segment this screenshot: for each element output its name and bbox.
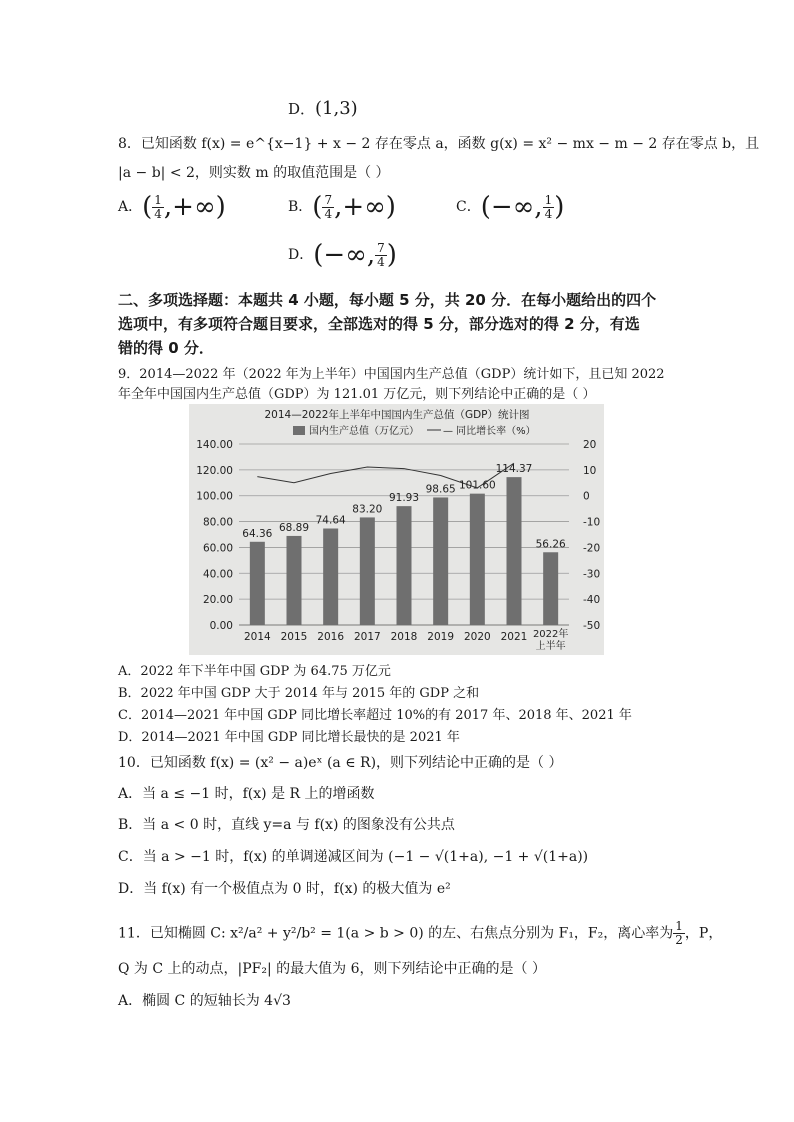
y-left-tick-label: 0.00 xyxy=(209,620,233,632)
option-right: ) xyxy=(386,240,397,270)
q8-option-a xyxy=(118,192,226,222)
gdp-bar xyxy=(397,506,412,625)
q8-stem-line2: |a − b| < 2，则实数 m 的取值范围是（ ） xyxy=(118,165,390,181)
bar-value-label: 56.26 xyxy=(535,538,566,551)
option-fraction: $\frac{7}{4}$ xyxy=(324,192,333,221)
section2-line1: 二、多项选择题：本题共 4 小题，每小题 5 分，共 20 分．在每小题给出的四个 xyxy=(118,291,657,309)
bar-value-label: 64.36 xyxy=(242,527,273,540)
option-label: B． xyxy=(288,199,313,215)
option-left: ( xyxy=(142,192,153,222)
x-tick-label: 2022年 xyxy=(532,629,569,640)
y-left-tick-label: 80.00 xyxy=(202,516,233,529)
q10-option-c: C．当 a > −1 时，f(x) 的单调递减区间为 (−1 − √(1+a), −1 + √(1+a)) xyxy=(118,849,589,865)
chart-title: 2014—2022年上半年中国国内生产总值（GDP）统计图 xyxy=(264,409,530,421)
x-tick-label: 2017 xyxy=(353,631,381,643)
gdp-bar xyxy=(470,494,485,625)
x-tick-label: 2018 xyxy=(390,631,418,643)
y-right-tick-label: 20 xyxy=(583,439,597,451)
option-right: ,+∞) xyxy=(163,192,226,222)
q9-option-a: A．2022 年下半年中国 GDP 为 64.75 万亿元 xyxy=(118,664,391,679)
q9-option-d: D．2014—2021 年中国 GDP 同比增长最快的是 2021 年 xyxy=(118,730,460,745)
bar-value-label: 101.60 xyxy=(458,479,496,492)
y-right-tick-label: -10 xyxy=(583,516,601,529)
q9-option-c: C．2014—2021 年中国 GDP 同比增长率超过 10%的有 2017 年、2018 年、2021 年 xyxy=(118,708,632,723)
option-label: C． xyxy=(456,199,481,215)
option-left: (−∞, xyxy=(313,240,376,270)
x-tick-label: 2019 xyxy=(427,631,455,643)
y-right-tick-label: -50 xyxy=(583,620,601,632)
x-tick-label: 上半年 xyxy=(535,641,566,652)
q10-option-a: A．当 a ≤ −1 时，f(x) 是 R 上的增函数 xyxy=(118,786,375,802)
gdp-bar xyxy=(287,536,302,625)
gdp-bar xyxy=(507,477,522,625)
y-right-tick-label: 10 xyxy=(583,464,597,477)
q8-stem-line1: 8．已知函数 f(x) = e^{x−1} + x − 2 存在零点 a，函数 g(x) = x² − mx − m − 2 存在零点 b，且 xyxy=(118,136,760,152)
q9-stem-line2: 年全年中国国内生产总值（GDP）为 121.01 万亿元，则下列结论中正确的是（ ） xyxy=(118,387,596,402)
q11-stem-suffix: ，P， xyxy=(684,925,723,942)
option-right: ) xyxy=(554,192,565,222)
x-tick-label: 2021 xyxy=(500,631,528,643)
bar-value-label: 114.37 xyxy=(495,463,533,476)
bar-value-label: 68.89 xyxy=(278,521,310,534)
y-left-tick-label: 120.00 xyxy=(196,464,233,477)
gdp-chart-svg xyxy=(189,404,604,655)
q8-option-b xyxy=(288,192,396,222)
q11-option-a: A．椭圆 C 的短轴长为 4√3 xyxy=(118,993,291,1009)
option-label: A． xyxy=(118,199,143,215)
y-right-tick-label: -20 xyxy=(583,542,601,555)
y-left-tick-label: 100.00 xyxy=(196,490,233,503)
y-left-tick-label: 20.00 xyxy=(202,594,233,607)
y-right-tick-label: -30 xyxy=(583,568,601,581)
q9-option-b: B．2022 年中国 GDP 大于 2014 年与 2015 年的 GDP 之和 xyxy=(118,686,480,701)
legend-line-label: — 同比增长率（%） xyxy=(443,426,536,437)
q11-stem-line1 xyxy=(118,920,722,947)
x-tick-label: 2020 xyxy=(463,631,491,643)
gdp-bar xyxy=(360,517,375,625)
x-tick-label: 2016 xyxy=(317,631,345,643)
gdp-bar xyxy=(433,497,448,625)
q10-stem: 10．已知函数 f(x) = (x² − a)eˣ (a ∈ R)，则下列结论中正确的是（ ） xyxy=(118,755,563,771)
bar-value-label: 83.20 xyxy=(352,503,383,516)
q11-stem-prefix: 11．已知椭圆 C: x²/a² + y²/b² = 1(a > b > 0) 的左、右焦点分别为 F₁，F₂，离心率为 xyxy=(118,925,674,942)
q9-stem-line1: 9．2014—2022 年（2022 年为上半年）中国国内生产总值（GDP）统计如下，且已知 2022 xyxy=(118,367,665,382)
y-left-tick-label: 60.00 xyxy=(202,542,233,555)
option-right: ,+∞) xyxy=(334,192,396,222)
y-left-tick-label: 140.00 xyxy=(196,439,233,451)
option-label: D． xyxy=(288,247,314,263)
q7-option-d xyxy=(288,98,358,119)
gdp-bar xyxy=(543,552,558,625)
bar-value-label: 74.64 xyxy=(315,514,346,527)
y-right-tick-label: 0 xyxy=(583,490,590,503)
q8-option-c xyxy=(456,192,564,222)
gdp-bar xyxy=(250,542,265,625)
x-tick-label: 2014 xyxy=(243,631,271,643)
option-fraction: $\frac{1}{4}$ xyxy=(544,192,553,221)
gdp-bar xyxy=(323,529,338,625)
option-fraction: $\frac{1}{4}$ xyxy=(154,192,162,221)
q8-option-d xyxy=(288,240,397,270)
gdp-chart xyxy=(189,404,604,655)
legend-bar-swatch xyxy=(293,426,305,435)
y-right-tick-label: -40 xyxy=(583,594,601,607)
section2-line3: 错的得 0 分． xyxy=(118,339,214,357)
q11-stem-line2: Q 为 C 上的动点，|PF₂| 的最大值为 6，则下列结论中正确的是（ ） xyxy=(118,961,546,977)
option-left: (−∞, xyxy=(480,192,543,222)
x-tick-label: 2015 xyxy=(280,631,308,643)
bar-value-label: 91.93 xyxy=(388,492,420,505)
q10-option-d: D．当 f(x) 有一个极值点为 0 时，f(x) 的极大值为 e² xyxy=(118,881,451,897)
legend-bar-label: 国内生产总值（万亿元） xyxy=(309,426,419,437)
option-label: D． xyxy=(288,100,316,118)
option-fraction: $\frac{7}{4}$ xyxy=(377,240,385,269)
section2-line2: 选项中，有多项符合题目要求，全部选对的得 5 分，部分选对的得 2 分，有选 xyxy=(118,315,640,333)
q10-option-b: B．当 a < 0 时，直线 y=a 与 f(x) 的图象没有公共点 xyxy=(118,817,455,833)
bar-value-label: 98.65 xyxy=(425,483,456,496)
option-value: (1,3) xyxy=(315,98,358,119)
eccentricity-fraction: $\frac{1}{2}$ xyxy=(675,919,683,947)
option-left: ( xyxy=(312,192,323,222)
y-left-tick-label: 40.00 xyxy=(202,568,233,581)
